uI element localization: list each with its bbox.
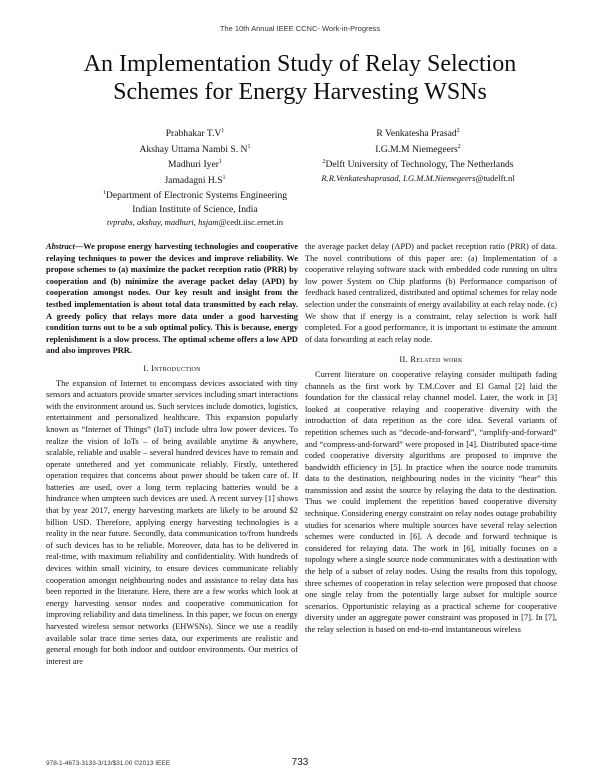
authors-left-block	[90, 125, 300, 230]
author-name: Prabhakar $T.V^1$	[165, 128, 225, 140]
email-address[interactable]: R.R.Venkateshaprasad, I.G.M.M.Niemegeers@tudelft.nl	[321, 172, 515, 183]
abstract-body: —We propose energy harvesting technologies and cooperative relaying techniques to power the devices and improve reliability. We propose schemes to (a) maximize the packet reception ratio (PRR) by cooperation and (b) minimize the average packet delay (APD) by cooperation amongst nodes. Our key result and insight from the testbed implementation is about total data transmitted by each relay. A greedy policy that relays more data under a good harvesting condition turns out to be a sub optimal policy. This is because, energy replenishment is a slow process. The optimal scheme offers a low APD and also improves PRR.	[46, 242, 298, 356]
page-number: 733	[291, 757, 309, 768]
right-column	[305, 241, 557, 636]
title-line-2: Schemes for Energy Harvesting WSNs	[113, 79, 487, 105]
abstract-lead: Abstract	[46, 242, 75, 251]
affiliation: $^2$Delft University of Technology, The Netherlands	[322, 159, 514, 171]
author-name: Akshay Uttama Nambi S. $N^1$	[139, 143, 251, 155]
author-name: R Venkatesha Prasad$^2$	[376, 128, 460, 140]
author-name: Jamadagni $H.S^1$	[164, 174, 226, 186]
affiliation: $^1$Department of Electronic Systems Engineering	[102, 190, 288, 202]
author-name: Madhuri Iyer$^1$	[168, 159, 222, 171]
author-name: I.G.M.M Niemegeers$^2$	[375, 143, 461, 155]
contributions-paragraph: the average packet delay (APD) and packet reception ratio (PRR) of data. The novel contributions of this paper are: (a) Implementation of a cooperative relaying software stack with embedded code running on ultra low power System on Chip platforms (b) Performance comparison of feedback based centralized, distributed and optimal schemes for relay node selection under the constraints of energy availability at each relay node. (c) We show that if energy is a constraint, relay selection is work half completed. For a good performance, it is important to estimate the amount of data forwarding at each relay node.	[305, 242, 557, 344]
intro-paragraph: The expansion of Internet to encompass devices associated with tiny sensors and actuators provide smarter services including smart interactions with the environment around us. Such services include domotics, logistics, entertainment and personalized healthcare. This expansion popularly known as “Internet of Things” (IoT) include ultra low power devices. To realize the vision of IoTs – of being available anytime & anywhere, scalable, reliable and usable – several hundred devices have to remain and operate untethered and yet communicate reliably. Firstly, untethered operation requires that concerns about power should be taken care of. If batteries are used, over a long term replacing batteries would be a hindrance when umpteen such devices are used. A recent survey [1] shows that by year 2017, energy harvesting markets are likely to be around $2 billion USD. Therefore, applying energy harvesting technologies is a reality in the near future. Secondly, data communication to/from hundreds of such devices has to be reliable. Moreover, data has to be delivered in real-time, with maximum reliability and confidentiality. With hundreds of devices within small vicinity, to ensure devices communicate reliably cooperation amongst neighbouring nodes and assistance to relay data has been reported in the literature. Here, there are a few works which look at energy harvesting sensor nodes and cooperative communication for improving reliability and data timeliness. In this paper, we focus on energy harvested wireless sensor networks (EHWSNs). Since we use a readily available solar trace time series data, our experiments are realistic and general enough for both indoor and outdoor environments. Our metrics of interest are	[46, 378, 298, 666]
section-heading-related-work: II. Related work	[399, 355, 463, 365]
abstract	[46, 241, 298, 357]
email-address[interactable]: tvprabs, akshay, madhuri, hsjam@cedt.iisc.ernet.in	[106, 217, 284, 228]
affiliation-country: Indian Institute of Science, India	[132, 203, 258, 215]
section-heading-introduction: I. Introduction	[143, 363, 201, 373]
copyright-footer: 978-1-4673-3133-3/13/$31.00 ©2013 IEEE	[46, 760, 171, 767]
conference-header: The 10th Annual IEEE CCNC- Work-in-Progress	[219, 24, 381, 33]
title-line-1: An Implementation Study of Relay Selection	[83, 51, 517, 77]
related-work-paragraph: Current literature on cooperative relaying consider multipath fading channels as the first work by T.M.Cover and El Gamal [2] laid the foundation for the classical relay channel model. Later, the work in [3] looked at cooperative relaying and cooperative diversity with the introduction of data repetition as the core idea. Several variants of repetition schemes such as “decode-and-forward”, “amplify-and-forward” and “compress-and-forward” were proposed in [4]. Distributed space-time coded cooperative diversity algorithms are proposed to improve the bandwidth efficiency in [5]. In practice when the source node transmits data to the destination, neighbouring nodes in the vicinity “hear” this transmission and assist the source by relaying the data to the destination. Thus we could implement the repetition based cooperative diversity technique. Considering energy constraint on relay nodes outage probability studies for scenarios where multiple sources have several relay selection schemes were conducted in [6]. A decode and forward technique is considered for relaying data. The work in [6], initially focuses on a topology where a single source node communicates with a destination with the help of a subset of relay nodes. Using the results from this topology, three schemes of cooperation in relay selection were proposed that choose one single relay from the potentially large subset for multiple source scenarios. Opportunistic relaying as a practical scheme for cooperative diversity under an aggregate power constraint was proposed in [7]. In [7], the relay selection is based on end-to-end instantaneous wireless	[305, 369, 557, 634]
left-column	[46, 241, 298, 667]
authors-right-block	[308, 125, 528, 185]
paper-title	[40, 50, 560, 106]
